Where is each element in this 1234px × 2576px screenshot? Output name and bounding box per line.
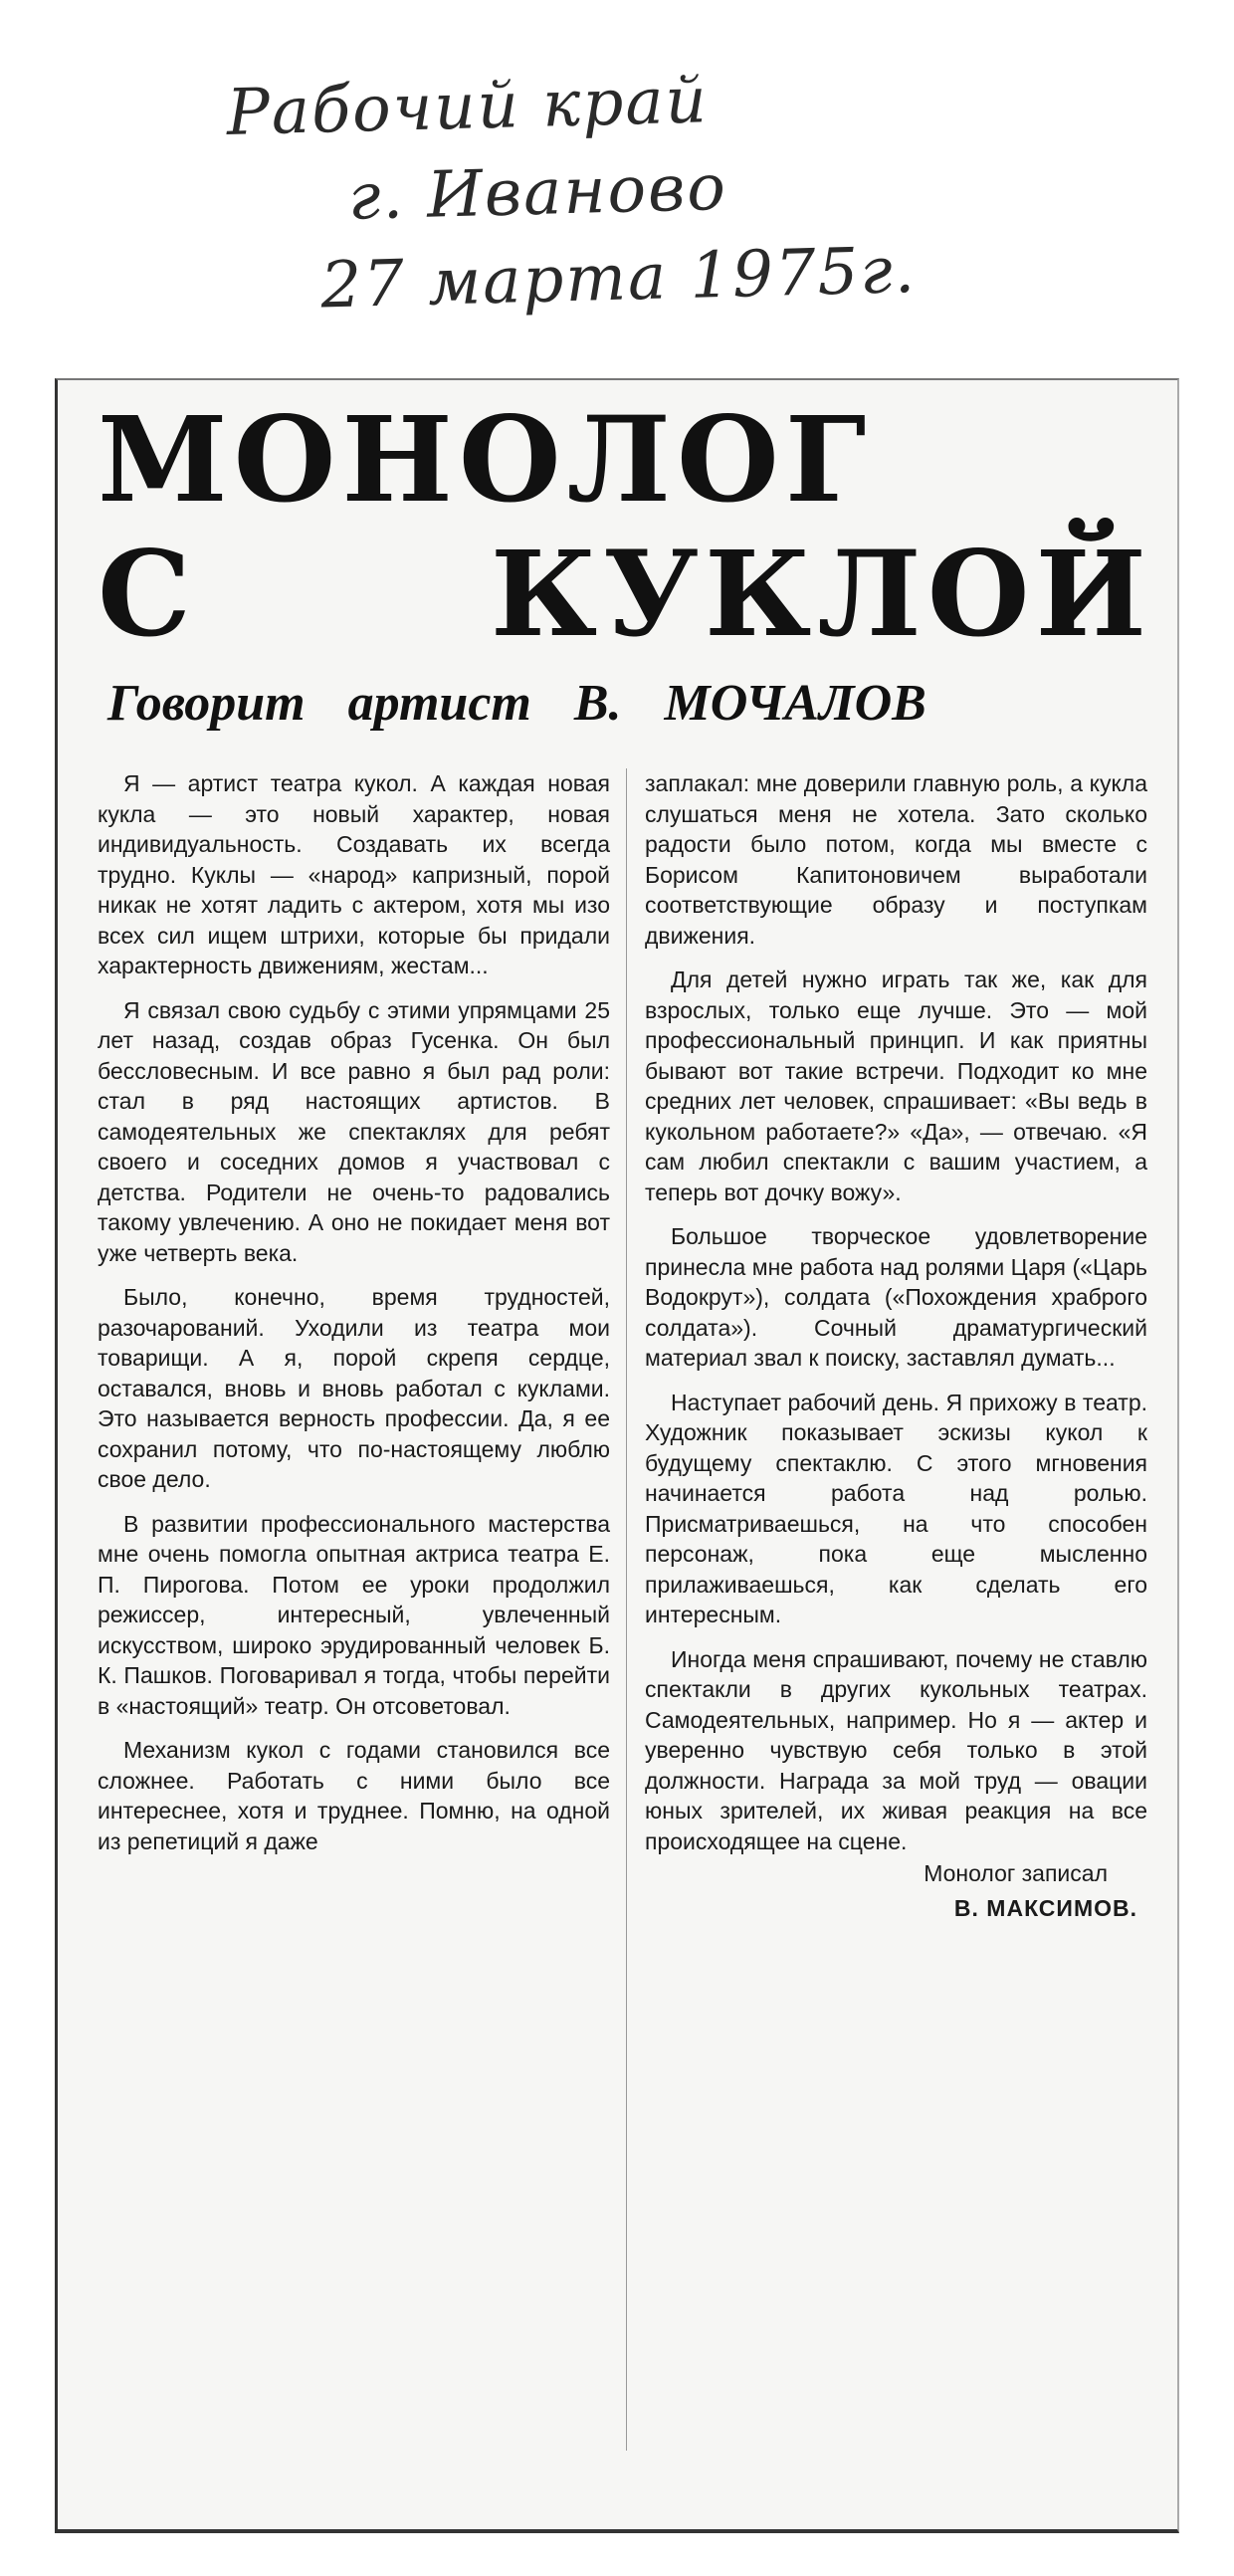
paragraph: Наступает рабочий день. Я прихожу в театр. Художник показывает эскизы кукол к будущему спектаклю. С этого мгновения начинается работа над ролью. Присматриваешься, на что способен персонаж, пока еще мысленно прилаживаешься, как сделать его интересным. [645, 1389, 1147, 1627]
paragraph: Иногда меня спрашивают, почему не ставлю спектакли в других кукольных театрах. Самодеятельных, например. Но я — актер и уверенно чувствую себя только в этой должности. Награда за мой труд — овации юных зрителей, их живая реакция на все происходящее на сцене. [645, 1645, 1147, 1854]
paragraph: Я — артист театра кукол. А каждая новая кукла — это новый характер, новая индивидуальность. Создавать их всегда трудно. Куклы — «народ» капризный, порой никак не хотят ладить с актером, хотя мы изо всех сил ищем штрихи, которые бы придали характерность движениям, жестам... [98, 770, 610, 978]
signature-author: В. МАКСИМОВ. [953, 1894, 1137, 1921]
left-column [98, 768, 610, 2461]
paragraph: В развитии профессионального мастерства мне очень помогла опытная актриса театра Е. П. Пирогова. Потом ее уроки продолжил режиссер, интересный, увлеченный искусством, широко эрудированный человек Б. К. Пашков. Поговаривал я тогда, чтобы перейти в «настоящий» театр. Он отсоветовал. [98, 1510, 610, 1719]
paragraph: заплакал: мне доверили главную роль, а кукла слушаться меня не хотела. Зато сколько радости было потом, когда мы вместе с Борисом Капитоновичем выработали соответствующие образу и поступкам движения. [645, 770, 1147, 949]
headline-line-2: С КУКЛОЙ [98, 525, 1152, 663]
paragraph: Было, конечно, время трудностей, разочарований. Уходили из театра мои товарищи. А я, порой скрепя сердце, оставался, вновь и вновь работал с куклами. Это называется верность профессии. Да, я ее сохранил потому, что по-настоящему люблю свое дело. [98, 1284, 610, 1492]
paragraph: Механизм кукол с годами становился все сложнее. Работать с ними было все интереснее, хотя и труднее. Помню, на одной из репетиций я даже [98, 1737, 610, 1854]
right-column [645, 768, 1147, 2461]
handnote-date: 27 марта 1975г. [319, 233, 918, 323]
column-divider [626, 768, 627, 2451]
signature-note: Монолог записал [924, 1860, 1108, 1886]
handwritten-source-note [196, 49, 1019, 332]
paragraph: Для детей нужно играть так же, как для взрослых, только еще лучше. Это — мой профессиональный принцип. И как приятны бывают вот такие встречи. Подходит ко мне средних лет человек, спрашивает: «Вы ведь в кукольном работаете?» «Да», — отвечаю. «Я сам любил спектакли с вашим участием, а теперь вот дочку вожу». [645, 966, 1147, 1205]
headline-line-1: МОНОЛОГ [98, 390, 873, 529]
handnote-city: г. Иваново [347, 150, 728, 235]
paragraph: Я связал свою судьбу с этими упрямцами 25 лет назад, создав образ Гусенка. Он был бессловесным. И все равно я был рад роли: стал в ряд настоящих артистов. В самодеятельных же спектаклях для ребят своего и соседних домов я участвовал с детства. Родители не очень-то радовались такому увлечению. А оно не покидает меня вот уже четверть века. [98, 996, 610, 1266]
paragraph: Большое творческое удовлетворение принесла мне работа над ролями Царя («Царь Водокрут»), солдата («Похождения храброго солдата»). Сочный драматургический материал звал к поиску, заставлял думать... [645, 1223, 1147, 1371]
newspaper-clipping [55, 378, 1179, 2533]
handnote-newspaper: Рабочий край [225, 64, 710, 150]
byline: Говорит артист В. МОЧАЛОВ [107, 675, 926, 732]
